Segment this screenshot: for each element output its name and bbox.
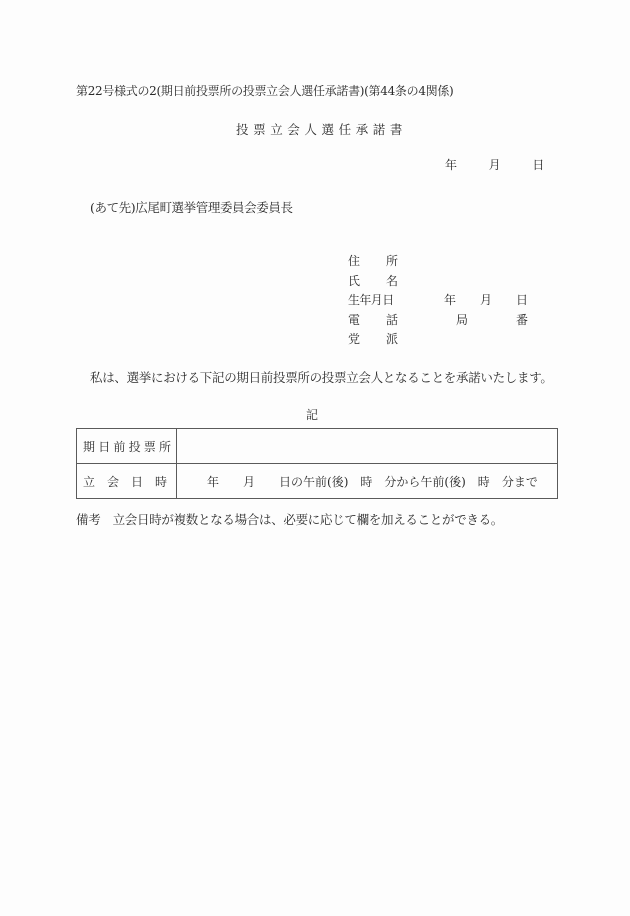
record-heading: 記 <box>306 408 319 422</box>
date-year-label: 年 <box>445 158 458 172</box>
consent-statement: 私は、選挙における下記の期日前投票所の投票立会人となることを承諾いたします。 <box>90 370 553 385</box>
attendance-datetime-label: 立 会 日 時 <box>77 464 177 499</box>
submission-date <box>445 156 544 173</box>
form-reference: 第22号様式の2(期日前投票所の投票立会人選任承諾書)(第44条の4関係) <box>76 84 454 98</box>
phone-number-label: 番 <box>516 312 529 327</box>
birth-day-label: 日 <box>516 293 529 307</box>
addressee: (あて先)広尾町選挙管理委員会委員長 <box>90 200 293 215</box>
phone-label: 電 話 <box>348 312 398 327</box>
polling-station-label: 期日前投票所 <box>77 429 177 464</box>
party-label: 党 派 <box>348 332 398 346</box>
record-table <box>76 428 558 499</box>
table-row-polling-station <box>77 429 558 464</box>
document-title: 投票立会人選任承諾書 <box>236 122 408 137</box>
birthdate-label: 生年月日 <box>348 293 394 307</box>
birth-month-label: 月 <box>480 293 493 307</box>
name-label: 氏 名 <box>348 273 398 288</box>
polling-station-value <box>177 429 558 464</box>
date-month-label: 月 <box>488 158 501 172</box>
table-row-attendance-datetime <box>77 464 558 499</box>
attendance-datetime-value: 年 月 日の午前(後) 時 分から午前(後) 時 分まで <box>177 464 558 499</box>
phone-exchange-label: 局 <box>456 312 469 327</box>
address-label: 住 所 <box>348 254 398 268</box>
remark-note: 備考 立会日時が複数となる場合は、必要に応じて欄を加えることができる。 <box>76 512 504 527</box>
birth-year-label: 年 <box>444 293 457 307</box>
date-day-label: 日 <box>532 158 545 172</box>
